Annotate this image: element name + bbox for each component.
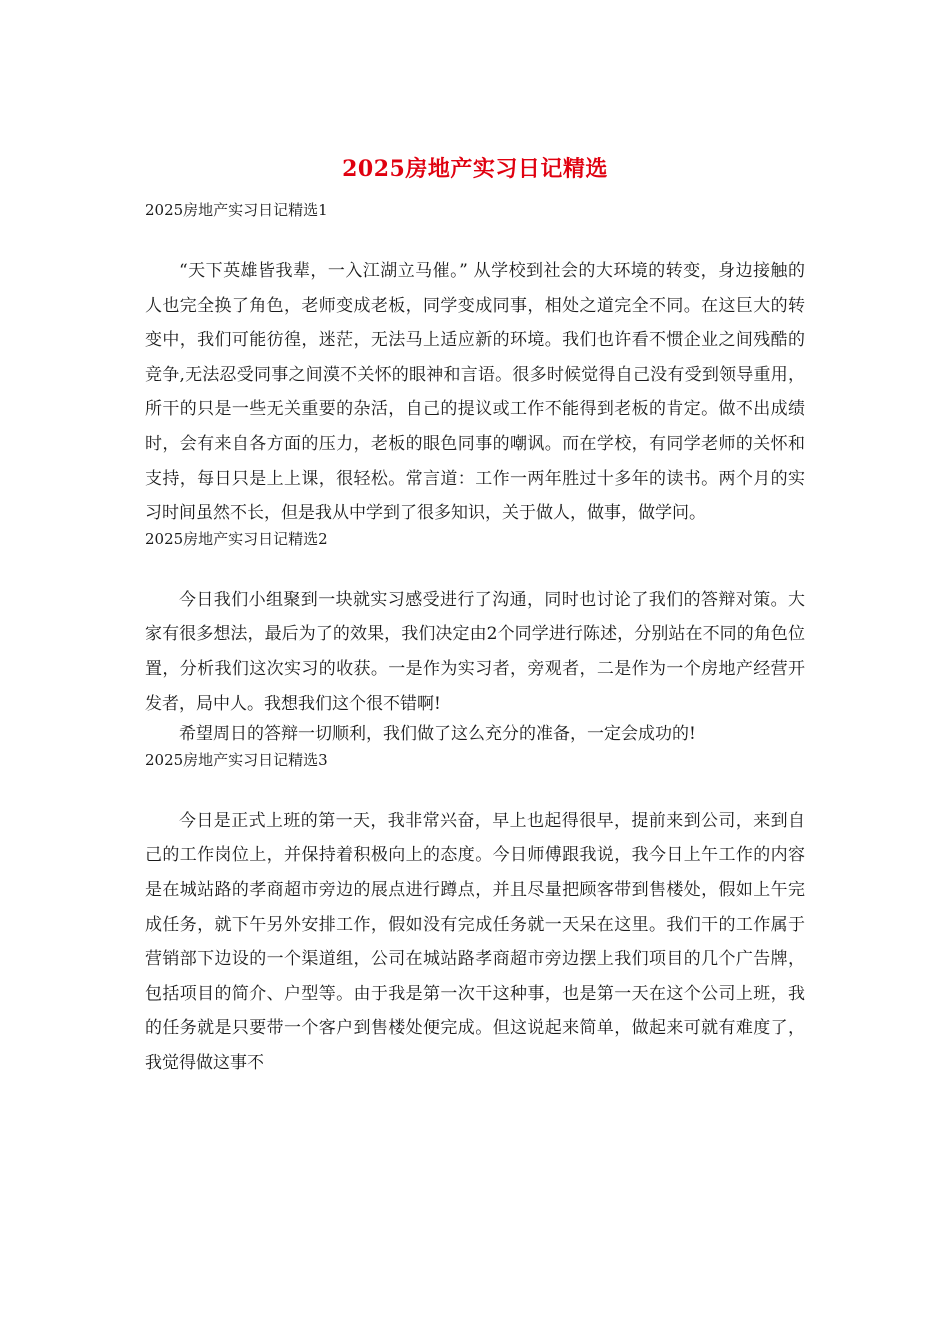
section-3 (145, 748, 805, 1081)
paragraph: 希望周日的答辩一切顺利，我们做了这么充分的准备，一定会成功的! (179, 724, 696, 745)
section-heading: 2025房地产实习日记精选1 (145, 201, 328, 219)
section-heading: 2025房地产实习日记精选2 (145, 529, 328, 548)
section-spacer (145, 222, 805, 250)
section-2 (145, 527, 805, 752)
section-1 (145, 198, 805, 531)
section-spacer (145, 551, 805, 579)
paragraph: 今日我们小组聚到一块就实习感受进行了沟通，同时也讨论了我们的答辩对策。大家有很多想法，最后为了的效果，我们决定由2个同学进行陈述，分别站在不同的角色位置，分析我们这次实习的收获。一是作为实习者，旁观者，二是作为一个房地产经营开发者，局中人。我想我们这个很不错啊! (145, 589, 805, 714)
paragraph: “天下英雄皆我辈，一入江湖立马催。” 从学校到社会的大环境的转变，身边接触的人也完全换了角色，老师变成老板，同学变成同事，相处之道完全不同。在这巨大的转变中，我们可能彷徨，迷茫，无法马上适应新的环境。我们也许看不惯企业之间残酷的竞争,无法忍受同事之间漠不关怀的眼神和言语。很多时候觉得自己没有受到领导重用，所干的只是一些无关重要的杂活，自己的提议或工作不能得到老板的肯定。做不出成绩时，会有来自各方面的压力，老板的眼色同事的嘲讽。而在学校，有同学老师的关怀和支持，每日只是上上课，很轻松。常言道：工作一两年胜过十多年的读书。两个月的实习时间虽然不长，但是我从中学到了很多知识，关于做人，做事，做学问。 (145, 261, 805, 524)
document-body (145, 198, 805, 1080)
section-spacer (145, 772, 805, 800)
paragraph: 今日是正式上班的第一天，我非常兴奋，早上也起得很早，提前来到公司，来到自己的工作岗位上，并保持着积极向上的态度。今日师傅跟我说，我今日上午工作的内容是在城站路的孝商超市旁边的展点进行蹲点，并且尽量把顾客带到售楼处，假如上午完成任务，就下午另外安排工作，假如没有完成任务就一天呆在这里。我们干的工作属于营销部下边设的一个渠道组，公司在城站路孝商超市旁边摆上我们项目的几个广告牌，包括项目的简介、户型等。由于我是第一次干这种事，也是第一天在这个公司上班，我的任务就是只要带一个客户到售楼处便完成。但这说起来简单，做起来可就有难度了，我觉得做这事不 (145, 810, 805, 1073)
section-heading: 2025房地产实习日记精选3 (145, 750, 328, 769)
document-title: 2025房地产实习日记精选 (342, 156, 608, 182)
